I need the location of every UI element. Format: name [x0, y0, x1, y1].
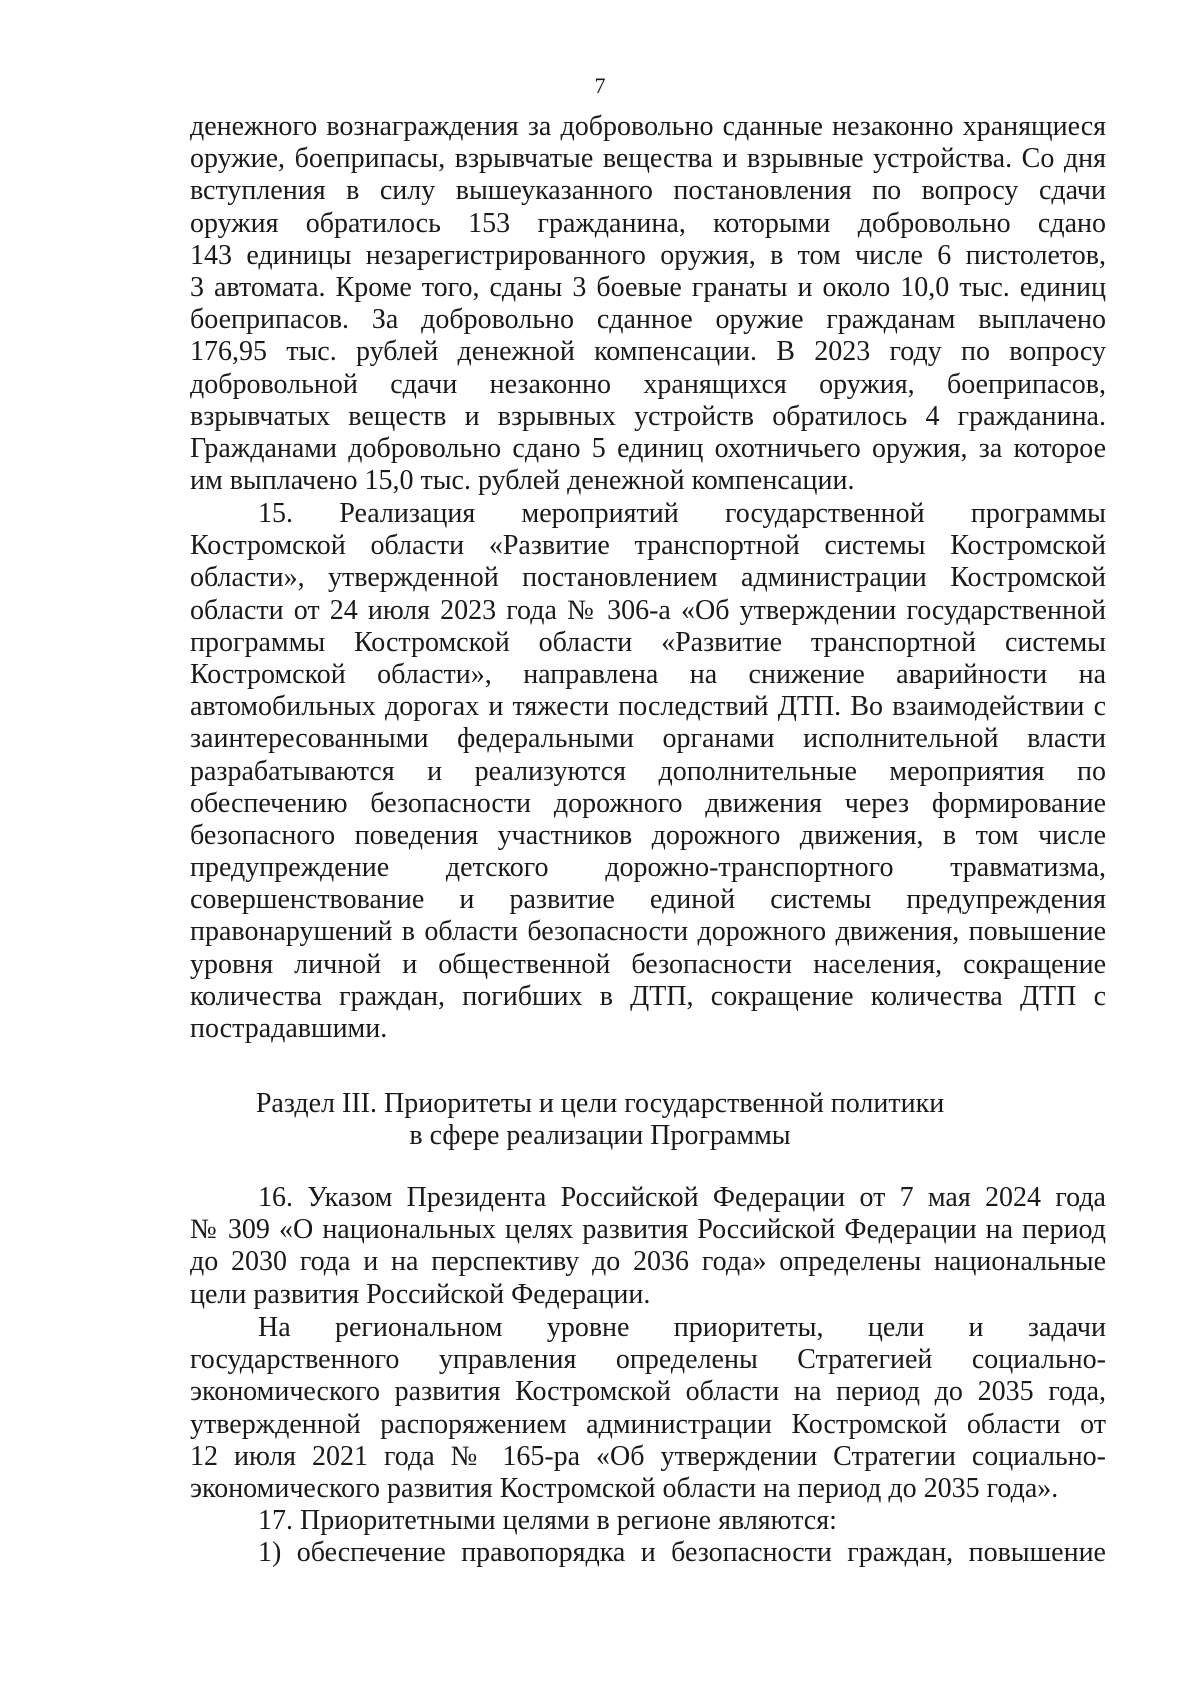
text-line: 17. Приоритетными целями в регионе являются:	[258, 1505, 837, 1537]
text-line: 1) обеспечение правопорядка и безопасности граждан, повышение	[258, 1537, 1106, 1569]
text-line: области», утвержденной постановлением администрации Костромской	[190, 562, 1106, 594]
text-line: денежного вознаграждения за добровольно сданные незаконно хранящиеся	[190, 111, 1106, 142]
text-line: обеспечению безопасности дорожного движения через формирование	[190, 787, 1106, 819]
text-line: программы Костромской области «Развитие транспортной системы	[190, 626, 1106, 658]
text-line: боеприпасов. За добровольно сданное оружие гражданам выплачено	[190, 304, 1106, 336]
text-line: № 309 «О национальных целях развития Российской Федерации на период	[190, 1214, 1106, 1246]
text-line: Гражданами добровольно сдано 5 единиц охотничьего оружия, за которое	[190, 432, 1106, 464]
text-line: количества граждан, погибших в ДТП, сокращение количества ДТП с	[190, 980, 1106, 1012]
text-line: 143 единицы незарегистрированного оружия, в том числе 6 пистолетов,	[190, 239, 1106, 271]
text-line: 3 автомата. Кроме того, сданы 3 боевые гранаты и около 10,0 тыс. единиц	[190, 271, 1106, 303]
paragraph-15-transport-program	[190, 498, 1106, 1045]
paragraph-16-national-goals	[190, 1182, 1106, 1311]
text-line: добровольной сдачи незаконно хранящихся оружия, боеприпасов,	[190, 368, 1106, 400]
section-title-line: в сфере реализации Программы	[409, 1120, 791, 1152]
text-line: области от 24 июля 2023 года № 306-а «Об утверждении государственной	[190, 594, 1106, 626]
text-line: На региональном уровне приоритеты, цели и задачи	[258, 1312, 1106, 1343]
text-line: 176,95 тыс. рублей денежной компенсации. В 2023 году по вопросу	[190, 336, 1106, 368]
text-line: безопасного поведения участников дорожного движения, в том числе	[190, 819, 1106, 851]
text-line: вступления в силу вышеуказанного постановления по вопросу сдачи	[190, 175, 1106, 207]
text-line: экономического развития Костромской области на период до 2035 года».	[190, 1472, 1059, 1504]
page-number: 7	[594, 73, 606, 98]
text-line: утвержденной распоряжением администрации Костромской области от	[190, 1408, 1106, 1440]
text-line: 15. Реализация мероприятий государственной программы	[258, 498, 1106, 529]
text-line: совершенствование и развитие единой системы предупреждения	[190, 884, 1106, 916]
section-title-line: Раздел III. Приоритеты и цели государственной политики	[255, 1088, 945, 1119]
text-line: Костромской области», направлена на снижение аварийности на	[190, 658, 1106, 690]
text-line: заинтересованными федеральными органами исполнительной власти	[190, 723, 1106, 755]
paragraph-regional-strategy	[190, 1312, 1106, 1570]
text-line: взрывчатых веществ и взрывных устройств обратилось 4 гражданина.	[190, 400, 1106, 432]
text-line: экономического развития Костромской области на период до 2035 года,	[190, 1376, 1106, 1408]
text-line: пострадавшими.	[190, 1013, 388, 1044]
text-line: правонарушений в области безопасности дорожного движения, повышение	[190, 916, 1106, 948]
text-line: 12 июля 2021 года № 165-ра «Об утверждении Стратегии социально-	[190, 1440, 1106, 1472]
text-line: Костромской области «Развитие транспортной системы Костромской	[190, 530, 1106, 562]
text-line: государственного управления определены Стратегией социально-	[190, 1344, 1106, 1376]
text-line: цели развития Российской Федерации.	[190, 1278, 651, 1310]
paragraph-weapons-compensation	[190, 111, 1106, 497]
text-line: 16. Указом Президента Российской Федерации от 7 мая 2024 года	[258, 1182, 1106, 1213]
text-line: до 2030 года и на перспективу до 2036 года» определены национальные	[190, 1246, 1106, 1278]
text-line: разрабатываются и реализуются дополнительные мероприятия по	[190, 755, 1106, 787]
text-line: им выплачено 15,0 тыс. рублей денежной компенсации.	[190, 465, 855, 497]
text-line: предупреждение детского дорожно-транспортного травматизма,	[190, 852, 1106, 884]
section-heading	[0, 1088, 1200, 1152]
text-line: оружие, боеприпасы, взрывчатые вещества и взрывные устройства. Со дня	[190, 143, 1106, 175]
text-line: автомобильных дорогах и тяжести последствий ДТП. Во взаимодействии с	[190, 691, 1106, 723]
text-line: уровня личной и общественной безопасности населения, сокращение	[190, 948, 1106, 980]
text-line: оружия обратилось 153 гражданина, которыми добровольно сдано	[190, 207, 1106, 239]
